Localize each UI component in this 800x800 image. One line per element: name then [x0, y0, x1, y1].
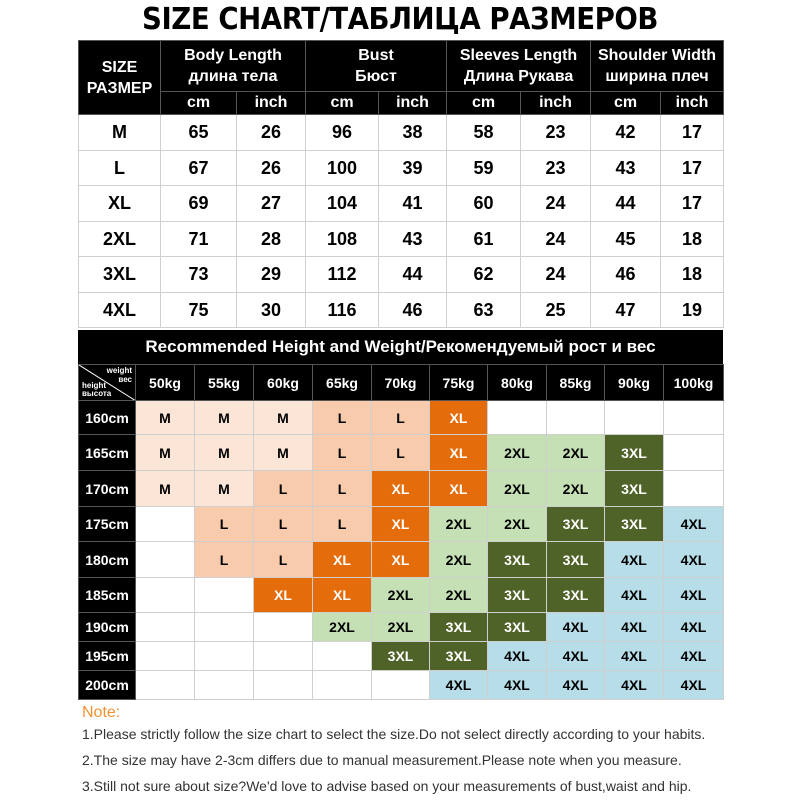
- unit-inch: inch: [521, 92, 591, 115]
- height-label: 175cm: [79, 507, 136, 542]
- size-recommendation-cell: 4XL: [488, 671, 547, 700]
- empty-cell: [488, 401, 547, 435]
- size-recommendation-cell: 4XL: [430, 671, 488, 700]
- measurement-cell: 73: [161, 257, 237, 293]
- measurement-cell: 71: [161, 222, 237, 257]
- weight-header: 75kg: [430, 365, 488, 401]
- size-label: 4XL: [79, 293, 161, 328]
- unit-cm: cm: [591, 92, 661, 115]
- empty-cell: [254, 642, 313, 671]
- weight-header: 100kg: [664, 365, 724, 401]
- empty-cell: [195, 613, 254, 642]
- measurement-cell: 17: [661, 186, 724, 222]
- bust-ru: Бюст: [355, 68, 397, 85]
- measurement-cell: 45: [591, 222, 661, 257]
- measurement-cell: 43: [591, 151, 661, 186]
- size-label: 3XL: [79, 257, 161, 293]
- size-recommendation-cell: L: [195, 542, 254, 578]
- measurement-cell: 24: [521, 222, 591, 257]
- measurement-cell: 96: [306, 115, 379, 151]
- empty-cell: [195, 578, 254, 613]
- size-recommendation-cell: 4XL: [605, 578, 664, 613]
- size-recommendation-cell: L: [254, 542, 313, 578]
- empty-cell: [136, 507, 195, 542]
- height-label: 165cm: [79, 435, 136, 471]
- size-recommendation-cell: XL: [254, 578, 313, 613]
- body-length-ru: длина тела: [188, 68, 278, 85]
- size-recommendation-cell: 2XL: [372, 613, 430, 642]
- weight-header: 50kg: [136, 365, 195, 401]
- empty-cell: [254, 671, 313, 700]
- size-recommendation-cell: L: [372, 435, 430, 471]
- measurement-cell: 60: [447, 186, 521, 222]
- recommend-title: Recommended Height and Weight/Рекомендуемый рост и вес: [78, 330, 723, 364]
- height-row: [79, 507, 724, 542]
- measurement-cell: 28: [237, 222, 306, 257]
- empty-cell: [195, 642, 254, 671]
- height-label: 180cm: [79, 542, 136, 578]
- empty-cell: [372, 671, 430, 700]
- weight-header: 80kg: [488, 365, 547, 401]
- size-recommendation-cell: 4XL: [605, 671, 664, 700]
- empty-cell: [195, 671, 254, 700]
- height-label: 195cm: [79, 642, 136, 671]
- height-row: [79, 613, 724, 642]
- height-row: [79, 671, 724, 700]
- height-row: [79, 435, 724, 471]
- size-recommendation-cell: 3XL: [605, 507, 664, 542]
- size-recommendation-cell: 4XL: [547, 613, 605, 642]
- measurement-cell: 26: [237, 151, 306, 186]
- size-row: [79, 293, 724, 328]
- weight-header: 60kg: [254, 365, 313, 401]
- size-row: [79, 186, 724, 222]
- measurement-cell: 17: [661, 151, 724, 186]
- unit-inch: inch: [237, 92, 306, 115]
- size-recommendation-cell: 3XL: [605, 435, 664, 471]
- size-recommendation-cell: XL: [313, 542, 372, 578]
- size-recommendation-cell: 4XL: [547, 671, 605, 700]
- measurement-cell: 44: [379, 257, 447, 293]
- size-recommendation-cell: 4XL: [605, 542, 664, 578]
- unit-cm: cm: [161, 92, 237, 115]
- sleeves-length-header: [447, 41, 591, 92]
- empty-cell: [136, 642, 195, 671]
- empty-cell: [313, 671, 372, 700]
- measurement-cell: 24: [521, 257, 591, 293]
- shoulder-width-ru: ширина плеч: [605, 68, 709, 85]
- size-recommendation-cell: 4XL: [664, 642, 724, 671]
- size-recommendation-cell: 3XL: [488, 578, 547, 613]
- measurement-cell: 67: [161, 151, 237, 186]
- empty-cell: [547, 401, 605, 435]
- measurement-cell: 29: [237, 257, 306, 293]
- height-weight-grid: [78, 364, 724, 700]
- height-row: [79, 542, 724, 578]
- unit-cm: cm: [447, 92, 521, 115]
- measurement-cell: 63: [447, 293, 521, 328]
- size-recommendation-cell: M: [195, 401, 254, 435]
- measurement-cell: 104: [306, 186, 379, 222]
- height-label: 200cm: [79, 671, 136, 700]
- size-recommendation-cell: 2XL: [430, 542, 488, 578]
- weight-header: 70kg: [372, 365, 430, 401]
- note-label: Note:: [82, 704, 121, 721]
- size-recommendation-cell: 4XL: [664, 671, 724, 700]
- size-recommendation-cell: 4XL: [664, 542, 724, 578]
- measurement-cell: 46: [591, 257, 661, 293]
- height-label: 170cm: [79, 471, 136, 507]
- empty-cell: [254, 613, 313, 642]
- height-row: [79, 642, 724, 671]
- measurement-cell: 19: [661, 293, 724, 328]
- size-row: [79, 115, 724, 151]
- size-label: M: [79, 115, 161, 151]
- bust-en: Bust: [358, 47, 394, 64]
- measurement-cell: 43: [379, 222, 447, 257]
- size-recommendation-cell: M: [254, 435, 313, 471]
- size-recommendation-cell: XL: [430, 471, 488, 507]
- size-label: L: [79, 151, 161, 186]
- size-recommendation-cell: 4XL: [605, 642, 664, 671]
- measurement-cell: 100: [306, 151, 379, 186]
- unit-inch: inch: [661, 92, 724, 115]
- empty-cell: [136, 671, 195, 700]
- height-row: [79, 578, 724, 613]
- empty-cell: [313, 642, 372, 671]
- size-row: [79, 257, 724, 293]
- size-recommendation-cell: XL: [430, 435, 488, 471]
- size-label: XL: [79, 186, 161, 222]
- measurement-cell: 112: [306, 257, 379, 293]
- measurement-cell: 41: [379, 186, 447, 222]
- size-recommendation-cell: 2XL: [547, 435, 605, 471]
- size-recommendation-cell: 3XL: [547, 542, 605, 578]
- corner-weight-label: weight: [106, 366, 132, 375]
- measurement-cell: 116: [306, 293, 379, 328]
- measurement-cell: 25: [521, 293, 591, 328]
- weight-header: 65kg: [313, 365, 372, 401]
- measurement-cell: 108: [306, 222, 379, 257]
- measurement-cell: 58: [447, 115, 521, 151]
- weight-header: 85kg: [547, 365, 605, 401]
- size-recommendation-cell: 3XL: [488, 542, 547, 578]
- size-recommendation-cell: 2XL: [488, 507, 547, 542]
- size-recommendation-cell: 4XL: [605, 613, 664, 642]
- empty-cell: [664, 401, 724, 435]
- size-recommendation-cell: M: [136, 471, 195, 507]
- empty-cell: [136, 542, 195, 578]
- note-line: 3.Still not sure about size?We'd love to advise based on your measurements of bust,waist and hip.: [82, 778, 692, 794]
- empty-cell: [605, 401, 664, 435]
- measurement-cell: 75: [161, 293, 237, 328]
- measurement-cell: 26: [237, 115, 306, 151]
- size-recommendation-cell: 4XL: [664, 507, 724, 542]
- size-row: [79, 151, 724, 186]
- size-header-en: SIZE: [101, 58, 138, 76]
- height-row: [79, 471, 724, 507]
- size-column-header: [79, 41, 161, 115]
- corner-height-label: height: [82, 381, 106, 390]
- size-recommendation-cell: XL: [372, 507, 430, 542]
- empty-cell: [136, 578, 195, 613]
- size-recommendation-cell: 2XL: [430, 507, 488, 542]
- empty-cell: [664, 471, 724, 507]
- size-label: 2XL: [79, 222, 161, 257]
- height-label: 185cm: [79, 578, 136, 613]
- grid-corner-cell: [79, 365, 136, 401]
- size-recommendation-cell: 2XL: [488, 471, 547, 507]
- size-recommendation-cell: L: [372, 401, 430, 435]
- size-recommendation-cell: M: [136, 401, 195, 435]
- size-recommendation-cell: L: [313, 471, 372, 507]
- size-recommendation-cell: 3XL: [372, 642, 430, 671]
- size-recommendation-cell: M: [254, 401, 313, 435]
- measurement-cell: 61: [447, 222, 521, 257]
- size-recommendation-cell: 3XL: [605, 471, 664, 507]
- size-recommendation-cell: 3XL: [488, 613, 547, 642]
- empty-cell: [136, 613, 195, 642]
- size-recommendation-cell: 3XL: [430, 613, 488, 642]
- measurement-cell: 44: [591, 186, 661, 222]
- measurement-cell: 17: [661, 115, 724, 151]
- size-recommendation-cell: 2XL: [488, 435, 547, 471]
- weight-header: 90kg: [605, 365, 664, 401]
- unit-inch: inch: [379, 92, 447, 115]
- size-recommendation-cell: 2XL: [313, 613, 372, 642]
- weight-header: 55kg: [195, 365, 254, 401]
- size-recommendation-cell: L: [313, 507, 372, 542]
- note-line: 2.The size may have 2-3cm differs due to manual measurement.Please note when you measure.: [82, 752, 682, 768]
- size-recommendation-cell: 2XL: [372, 578, 430, 613]
- shoulder-width-header: [591, 41, 724, 92]
- size-recommendation-cell: L: [254, 507, 313, 542]
- height-label: 190cm: [79, 613, 136, 642]
- size-recommendation-cell: 4XL: [664, 613, 724, 642]
- size-recommendation-cell: L: [195, 507, 254, 542]
- unit-cm: cm: [306, 92, 379, 115]
- size-recommendation-cell: 2XL: [547, 471, 605, 507]
- measurement-cell: 69: [161, 186, 237, 222]
- size-recommendation-cell: XL: [313, 578, 372, 613]
- size-recommendation-cell: M: [195, 435, 254, 471]
- size-recommendation-cell: XL: [372, 471, 430, 507]
- measurement-cell: 47: [591, 293, 661, 328]
- size-recommendation-cell: L: [313, 435, 372, 471]
- note-line: 1.Please strictly follow the size chart to select the size.Do not select directly according to your habits.: [82, 726, 706, 742]
- size-recommendation-cell: L: [313, 401, 372, 435]
- size-recommendation-cell: 4XL: [664, 578, 724, 613]
- size-header-ru: РАЗМЕР: [86, 79, 153, 97]
- size-recommendation-cell: M: [195, 471, 254, 507]
- size-recommendation-cell: 4XL: [547, 642, 605, 671]
- corner-vysota-label: высота: [82, 389, 112, 398]
- height-label: 160cm: [79, 401, 136, 435]
- measurement-cell: 62: [447, 257, 521, 293]
- measurement-cell: 65: [161, 115, 237, 151]
- measurement-cell: 27: [237, 186, 306, 222]
- measurement-cell: 38: [379, 115, 447, 151]
- measurement-cell: 18: [661, 257, 724, 293]
- size-row: [79, 222, 724, 257]
- size-recommendation-cell: M: [136, 435, 195, 471]
- bust-header: [306, 41, 447, 92]
- measurement-cell: 59: [447, 151, 521, 186]
- size-recommendation-cell: 4XL: [488, 642, 547, 671]
- body-length-header: [161, 41, 306, 92]
- size-recommendation-cell: XL: [430, 401, 488, 435]
- size-recommendation-cell: 2XL: [430, 578, 488, 613]
- size-recommendation-cell: 3XL: [547, 578, 605, 613]
- size-chart-table: [78, 40, 724, 328]
- sleeves-length-en: Sleeves Length: [459, 47, 578, 64]
- corner-ves-label: вес: [118, 375, 132, 384]
- size-recommendation-cell: XL: [372, 542, 430, 578]
- size-recommendation-cell: 3XL: [547, 507, 605, 542]
- measurement-cell: 23: [521, 115, 591, 151]
- measurement-cell: 24: [521, 186, 591, 222]
- shoulder-width-en: Shoulder Width: [597, 47, 717, 64]
- measurement-cell: 46: [379, 293, 447, 328]
- sleeves-length-ru: Длина Рукава: [463, 68, 574, 85]
- measurement-cell: 39: [379, 151, 447, 186]
- page-title: SIZE CHART/ТАБЛИЦА РАЗМЕРОВ: [142, 2, 658, 37]
- empty-cell: [664, 435, 724, 471]
- height-row: [79, 401, 724, 435]
- size-recommendation-cell: L: [254, 471, 313, 507]
- measurement-cell: 18: [661, 222, 724, 257]
- measurement-cell: 23: [521, 151, 591, 186]
- measurement-cell: 42: [591, 115, 661, 151]
- body-length-en: Body Length: [184, 47, 282, 64]
- size-recommendation-cell: 3XL: [430, 642, 488, 671]
- measurement-cell: 30: [237, 293, 306, 328]
